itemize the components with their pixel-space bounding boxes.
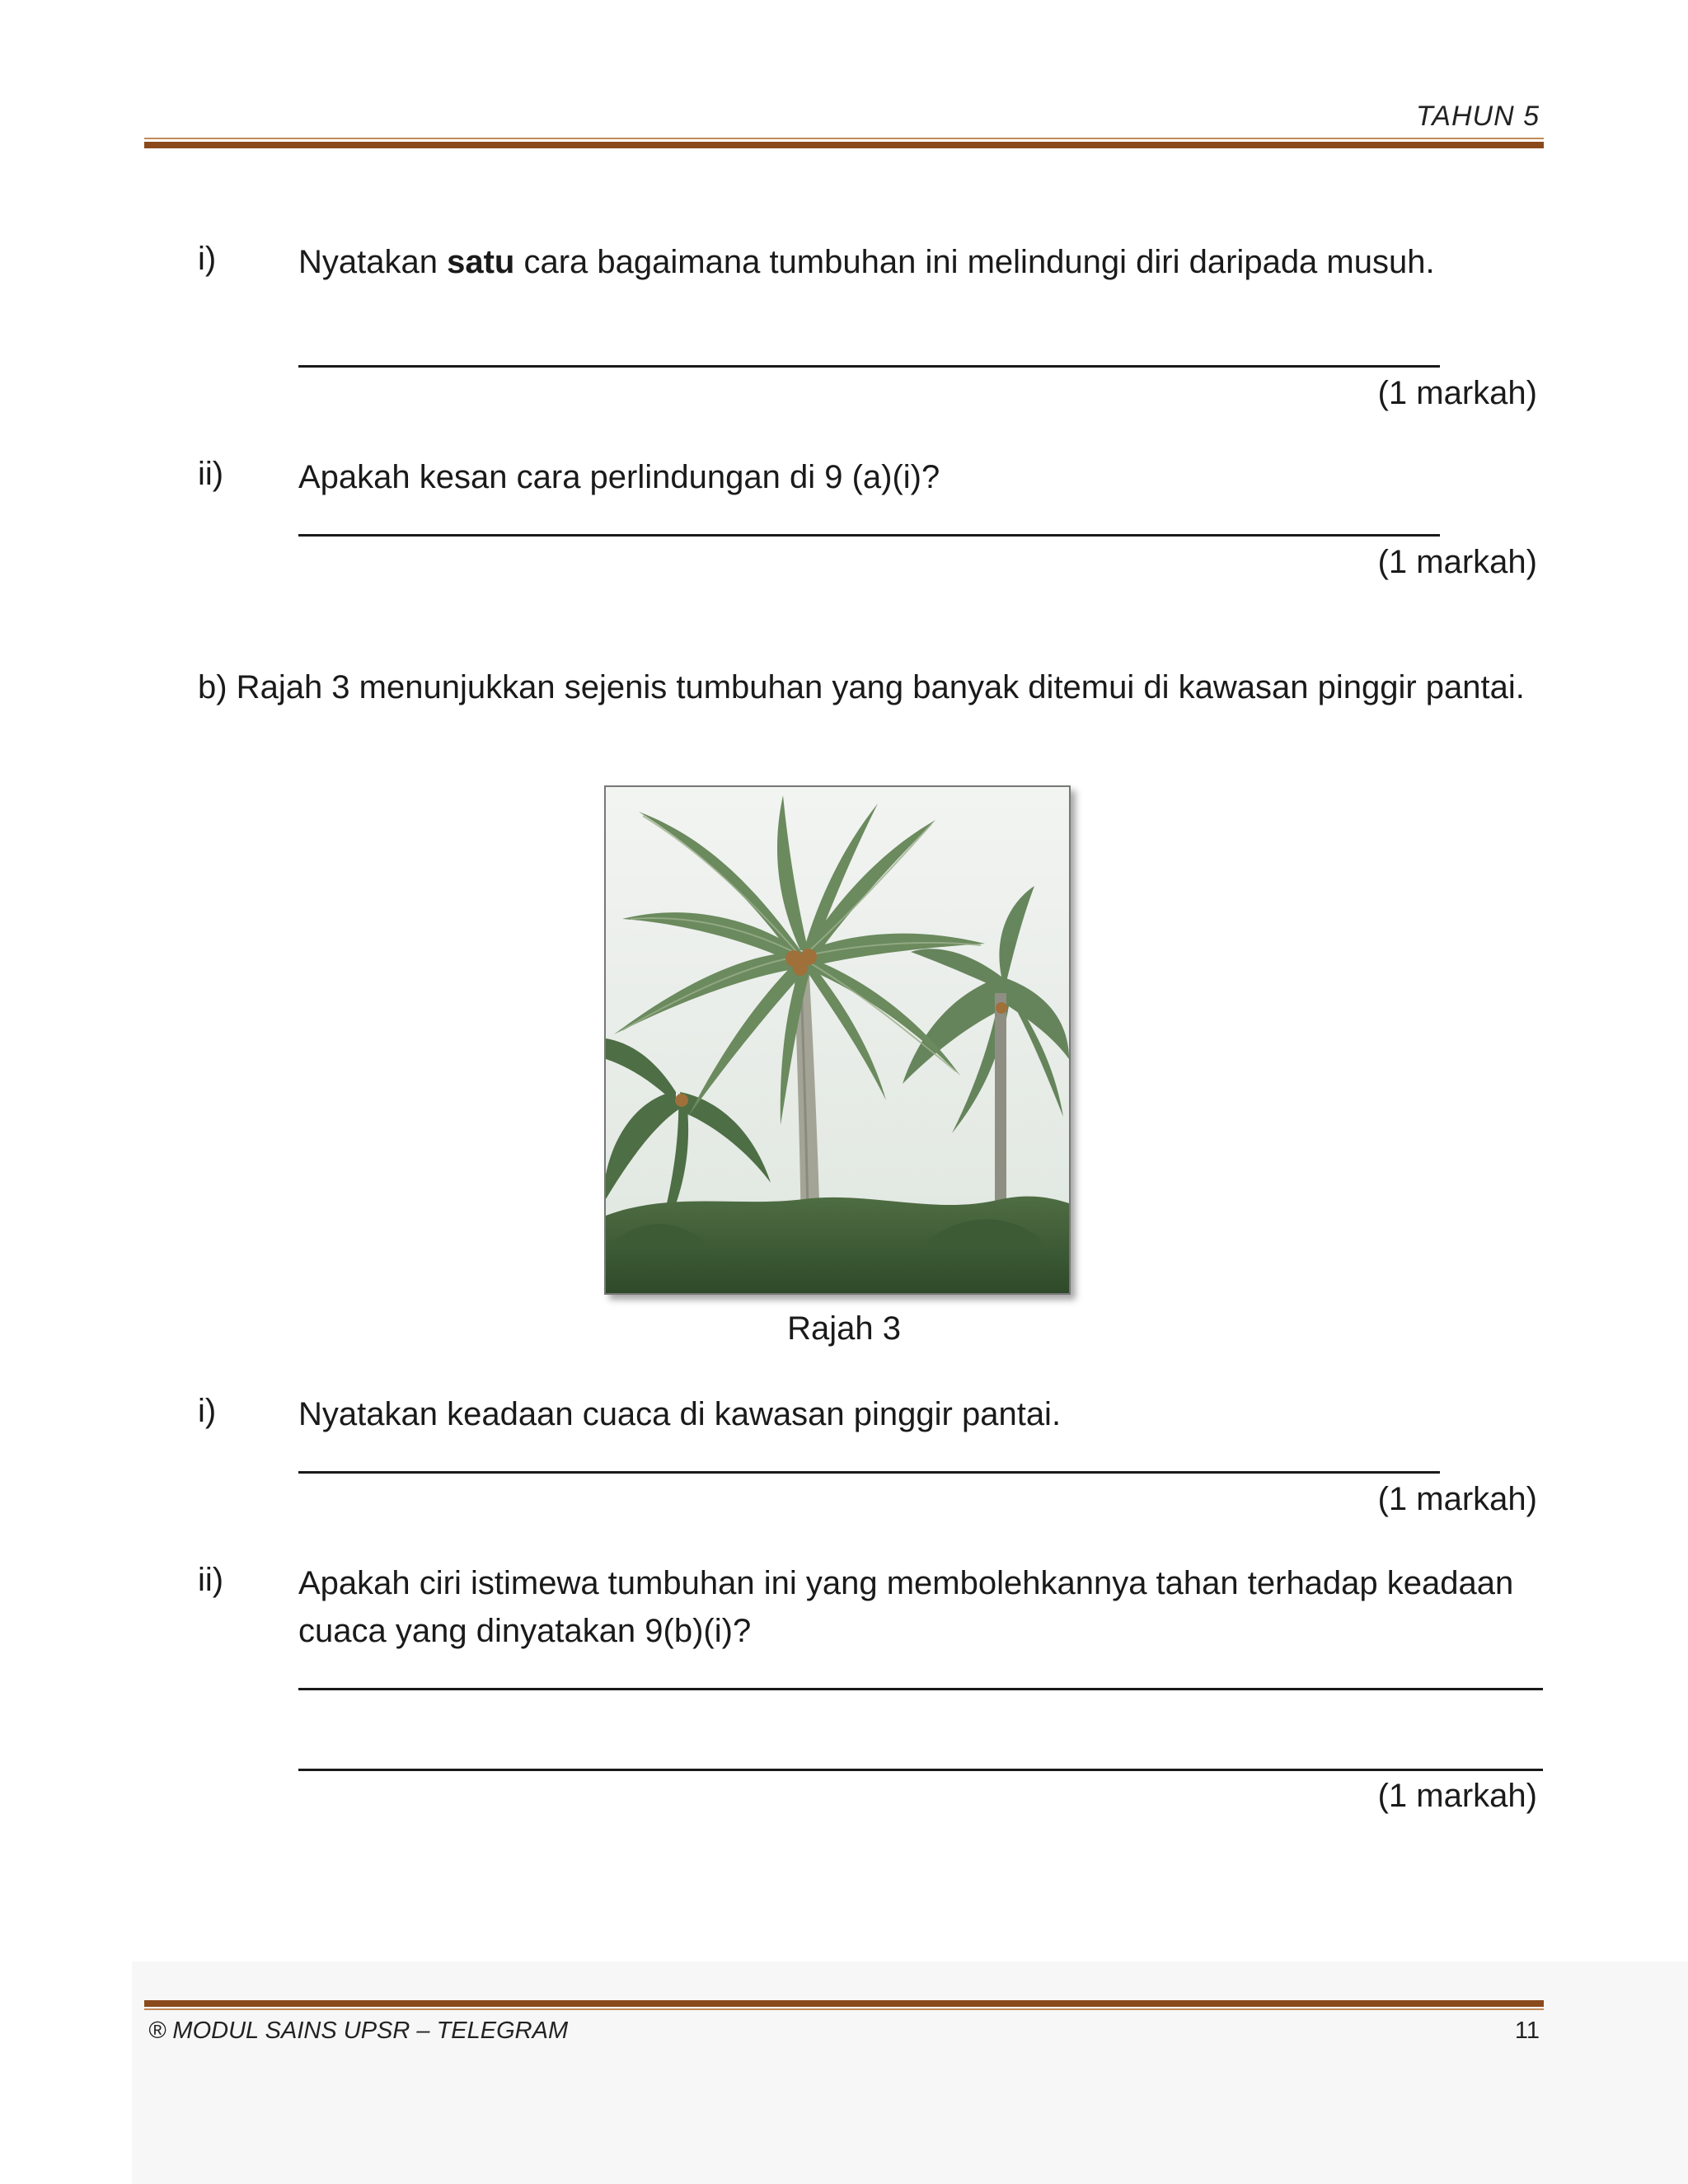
question-a1-number: i): [198, 241, 217, 277]
figure-coconut-palm: [604, 785, 1071, 1295]
marks-b2: (1 markah): [1377, 1778, 1537, 1814]
coconut-palm-image: [606, 787, 1069, 1293]
footer-page-number: 11: [1514, 2018, 1540, 2044]
question-b2-number: ii): [198, 1562, 224, 1598]
answer-line-b1[interactable]: [298, 1471, 1440, 1474]
question-a2-text: Apakah kesan cara perlindungan di 9 (a)(i)?: [298, 459, 940, 495]
answer-line-b2-second[interactable]: [298, 1769, 1543, 1771]
footer-rule-thin: [144, 2008, 1544, 2010]
footer-module-title: ® MODUL SAINS UPSR – TELEGRAM: [148, 2018, 569, 2044]
figure-caption: Rajah 3: [787, 1310, 901, 1347]
question-a2-number: ii): [198, 456, 224, 492]
question-a1-text-end: cara bagaimana tumbuhan ini melindungi diri daripada musuh.: [514, 244, 1435, 280]
header-level: TAHUN 5: [1416, 101, 1540, 132]
question-a1-text-start: Nyatakan: [298, 244, 448, 280]
header-rule-thin: [144, 138, 1544, 139]
marks-a1: (1 markah): [1377, 375, 1537, 411]
footer-rule: [144, 2000, 1544, 2007]
question-b1-number: i): [198, 1393, 217, 1429]
answer-line-a1[interactable]: [298, 365, 1440, 368]
answer-line-a2[interactable]: [298, 534, 1440, 537]
answer-line-b2-first[interactable]: [298, 1688, 1543, 1690]
marks-a2: (1 markah): [1377, 544, 1537, 580]
marks-b1: (1 markah): [1377, 1481, 1537, 1517]
part-b-intro: b) Rajah 3 menunjukkan sejenis tumbuhan yang banyak ditemui di kawasan pinggir pantai.: [198, 669, 1525, 705]
header-rule: [144, 142, 1544, 148]
question-a1-emphasis: satu: [447, 244, 515, 280]
page-bottom-shade: [132, 1961, 1688, 2184]
question-b1-text: Nyatakan keadaan cuaca di kawasan pinggir pantai.: [298, 1396, 1062, 1432]
question-a1-text: [298, 238, 1543, 286]
question-b2-text: Apakah ciri istimewa tumbuhan ini yang membolehkannya tahan terhadap keadaan cuaca yang dinyatakan 9(b)(i)?: [298, 1565, 1514, 1649]
